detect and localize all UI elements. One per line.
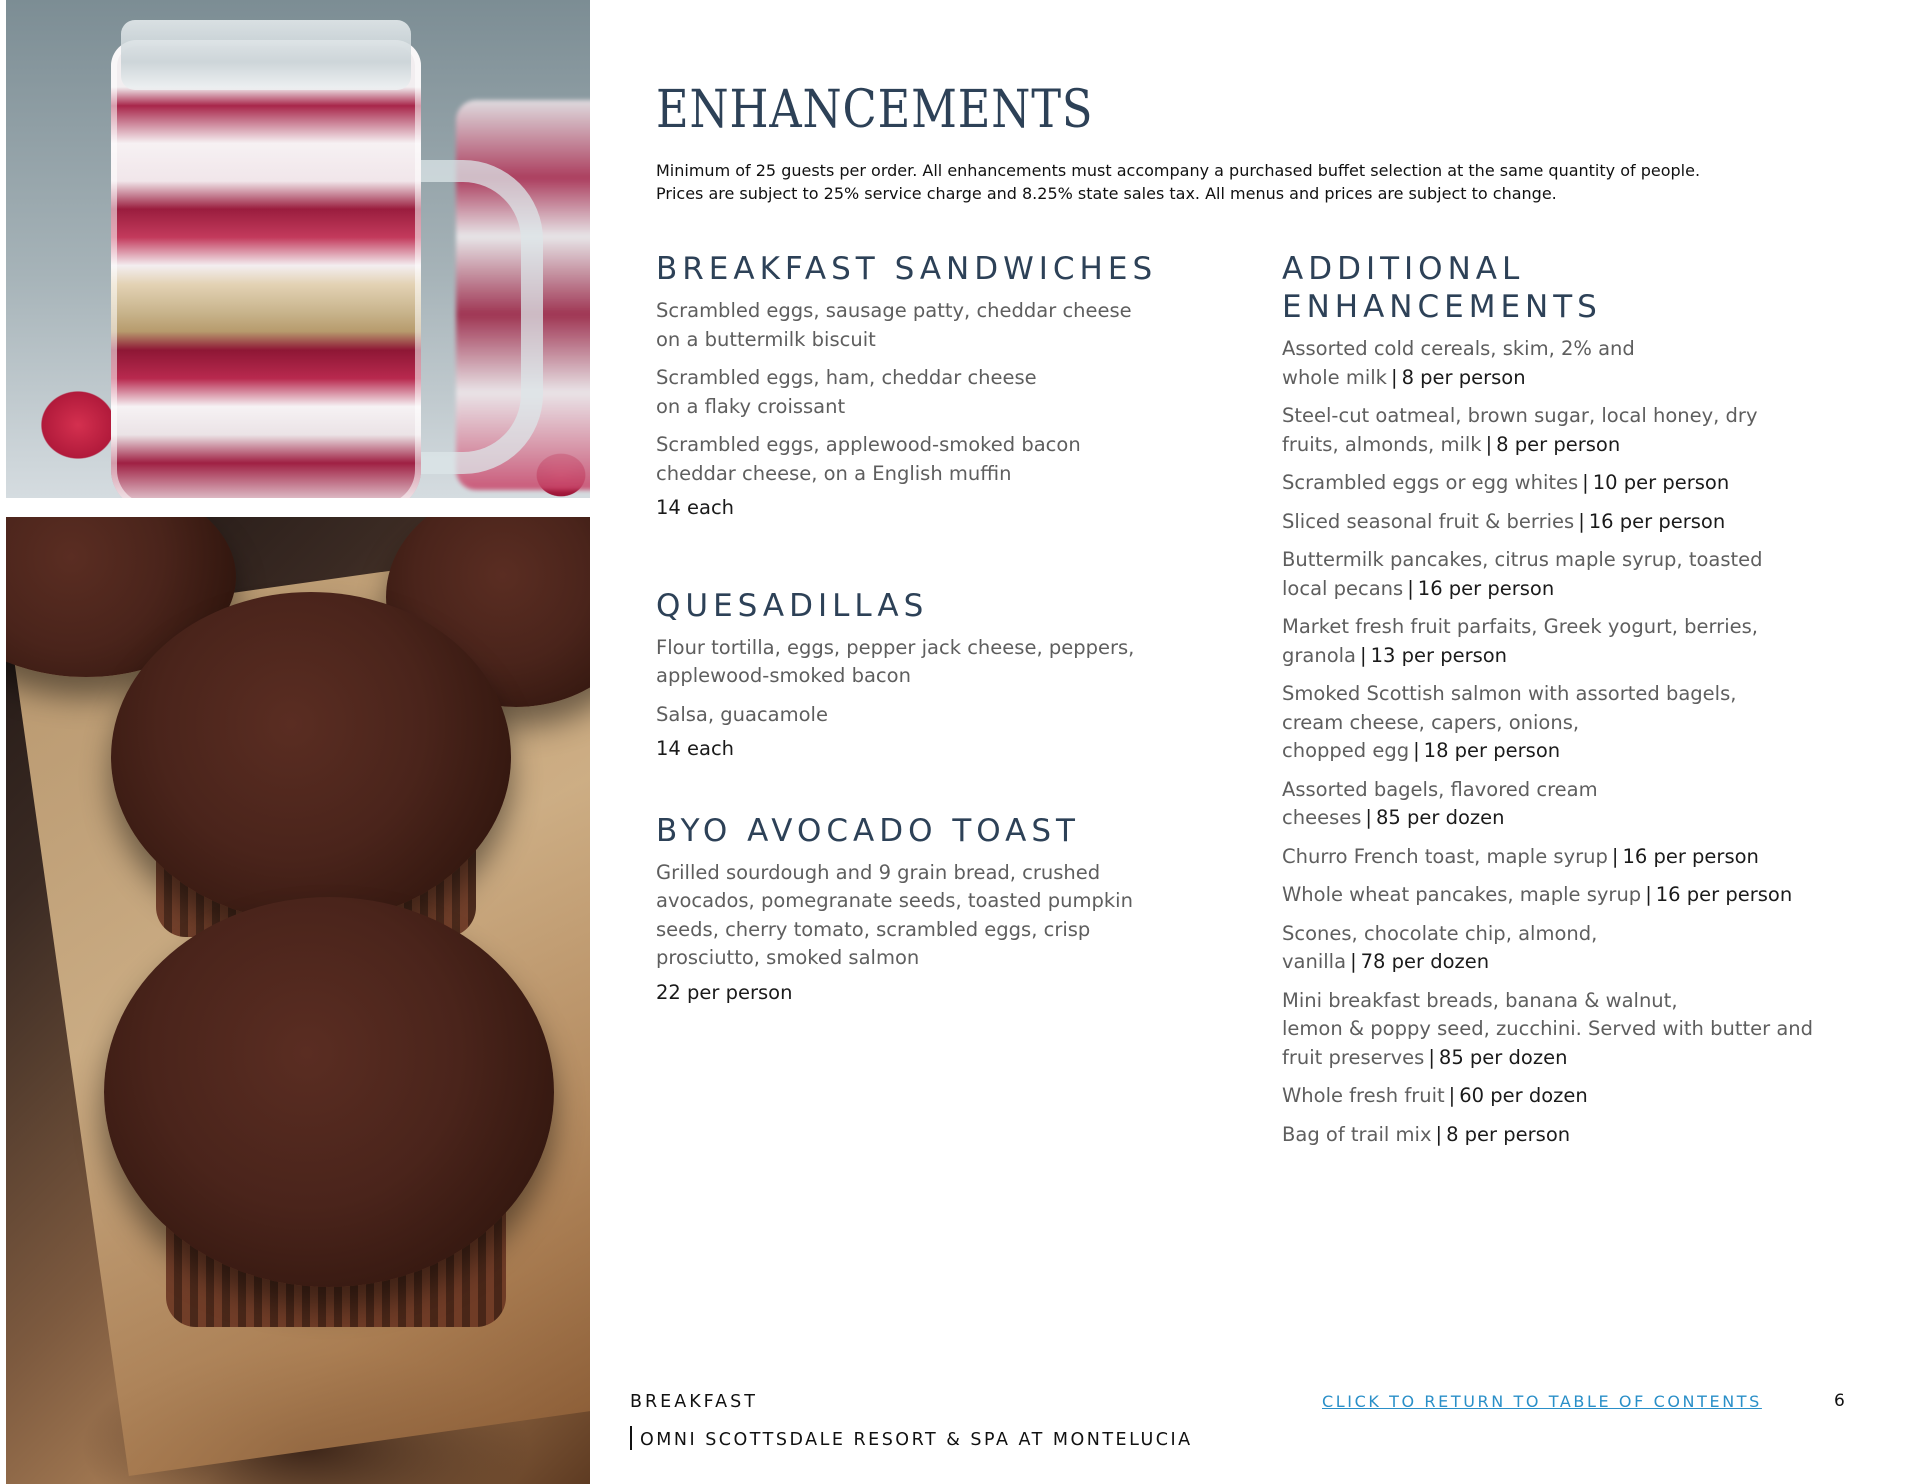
item-line: Scrambled eggs, sausage patty, cheddar cheese [656,299,1132,322]
item-text: fruits, almonds, milk [1282,432,1482,456]
price-separator: | [1611,844,1619,868]
item-line [1282,508,1902,537]
item-line: Flour tortilla, eggs, pepper jack cheese, peppers, [656,635,1135,659]
item-price: 8 per person [1496,432,1621,456]
item-text: Steel-cut oatmeal, brown sugar, local honey, dry [1282,404,1758,427]
enhancement-item [1282,508,1902,537]
sandwich-item [656,364,1256,421]
price-separator: | [1365,806,1372,829]
enhancement-item [1282,881,1902,910]
enhancement-item [1282,613,1902,670]
enhancement-item [1282,1121,1902,1150]
price-separator: | [1485,432,1493,456]
parfait-jar [111,40,421,498]
sandwich-item [656,297,1256,354]
item-line: on a flaky croissant [656,394,846,418]
item-line [1282,843,1902,872]
item-line [1282,642,1902,671]
item-text: Market fresh fruit parfaits, Greek yogurt, berries, [1282,615,1758,638]
heading-line: ADDITIONAL [1282,251,1525,287]
item-line: seeds, cherry tomato, scrambled eggs, crisp [656,917,1091,941]
item-price: 18 per person [1423,739,1561,762]
item-line [1282,1082,1902,1111]
quesadilla-item [656,701,1256,730]
item-text: fruit preserves [1282,1045,1425,1069]
item-text: chopped egg [1282,739,1410,762]
footer-property-label: OMNI SCOTTSDALE RESORT & SPA AT MONTELUCIA [640,1430,1193,1450]
sandwich-item [656,431,1256,488]
breakfast-sandwiches-heading: BREAKFAST SANDWICHES [656,251,1158,287]
item-text: Bag of trail mix [1282,1122,1432,1146]
item-line [1282,1044,1902,1073]
item-line: Scrambled eggs, ham, cheddar cheese [656,366,1037,389]
footer-property [630,1426,1193,1450]
item-price: 10 per person [1592,471,1730,494]
price-separator: | [1390,365,1398,389]
price-separator: | [1360,643,1367,667]
item-text: Sliced seasonal fruit & berries [1282,509,1575,533]
price-separator: | [1578,509,1585,533]
item-line [1282,737,1902,766]
item-line [1282,364,1902,393]
item-line: applewood-smoked bacon [656,664,911,687]
table-of-contents-link[interactable]: CLICK TO RETURN TO TABLE OF CONTENTS [1322,1392,1762,1411]
quesadilla-price: 14 each [656,737,735,760]
item-text: whole milk [1282,365,1387,389]
item-price: 78 per dozen [1360,950,1490,973]
enhancement-item [1282,680,1902,766]
item-line: Scrambled eggs, applewood-smoked bacon [656,433,1081,456]
item-text: Assorted cold cereals, skim, 2% and [1282,337,1635,360]
parfait-jar-photo [6,0,590,498]
left-column [656,250,1256,1007]
item-line [1282,1121,1902,1150]
item-text: granola [1282,643,1357,667]
price-separator: | [1582,471,1589,494]
jar-rim [121,20,411,90]
item-text: cheeses [1282,806,1362,829]
page-number: 6 [1834,1391,1845,1411]
avocado-toast-item [656,859,1256,973]
item-price: 60 per dozen [1459,1084,1588,1107]
item-text: lemon & poppy seed, zucchini. Served with butter and [1282,1017,1814,1040]
footer-section-label: BREAKFAST [630,1392,758,1412]
item-price: 8 per person [1401,365,1526,389]
item-line [1282,613,1902,642]
intro-text [656,159,1896,205]
item-price: 16 per person [1622,844,1759,868]
page-title: ENHANCEMENTS [656,80,1094,140]
item-price: 85 per dozen [1438,1045,1568,1069]
muffin-middle [111,592,511,922]
item-text: Assorted bagels, flavored cream [1282,777,1598,801]
enhancement-item [1282,335,1902,392]
item-line [1282,680,1902,709]
chocolate-muffins-photo [6,517,590,1484]
enhancement-item [1282,469,1902,498]
item-text: Smoked Scottish salmon with assorted bagels, [1282,682,1737,705]
item-price: 16 per person [1417,576,1555,600]
enhancement-item [1282,987,1902,1073]
item-text: vanilla [1282,950,1347,973]
item-line [1282,1015,1902,1044]
avocado-toast-heading: BYO AVOCADO TOAST [656,812,1080,849]
muffin-front [104,897,554,1287]
right-column [1282,250,1902,1149]
item-text: Churro French toast, maple syrup [1282,844,1608,868]
price-separator: | [1435,1122,1443,1146]
item-line [1282,987,1902,1016]
enhancement-item [1282,1082,1902,1111]
price-separator: | [1448,1084,1456,1107]
quesadilla-item [656,634,1256,691]
heading-line: ENHANCEMENTS [1282,289,1602,325]
avocado-toast-price: 22 per person [656,980,793,1004]
item-line [1282,402,1902,431]
item-line [1282,469,1902,498]
item-line: on a buttermilk biscuit [656,327,876,351]
item-text: local pecans [1282,576,1404,600]
intro-line: Minimum of 25 guests per order. All enhancements must accompany a purchased buffet selection at the same quantity of people. [656,161,1701,180]
item-line [1282,335,1902,364]
item-line [1282,776,1902,805]
enhancement-item [1282,402,1902,459]
item-text: Whole fresh fruit [1282,1084,1445,1107]
item-line [1282,431,1902,460]
item-line [1282,920,1902,949]
jar-handle [401,160,543,474]
item-line: prosciutto, smoked salmon [656,946,920,969]
item-text: cream cheese, capers, onions, [1282,710,1580,734]
item-line [1282,546,1902,575]
item-price: 8 per person [1446,1122,1571,1146]
divider-bar [630,1426,632,1450]
item-price: 16 per person [1655,883,1793,906]
item-line: Salsa, guacamole [656,702,828,726]
item-text: Buttermilk pancakes, citrus maple syrup, toasted [1282,548,1763,571]
enhancement-item [1282,843,1902,872]
sandwich-price: 14 each [656,496,735,519]
enhancement-item [1282,546,1902,603]
item-line: cheddar cheese, on a English muffin [656,461,1012,485]
item-line [1282,804,1902,833]
additional-items-list [1282,335,1902,1149]
price-separator: | [1645,883,1652,906]
item-line: avocados, pomegranate seeds, toasted pumpkin [656,889,1133,912]
intro-line: Prices are subject to 25% service charge and 8.25% state sales tax. All menus and prices are subject to change. [656,184,1557,203]
item-line [1282,575,1902,604]
item-line [1282,709,1902,738]
price-separator: | [1407,576,1414,600]
item-price: 85 per dozen [1375,806,1505,829]
enhancement-item [1282,776,1902,833]
item-line [1282,948,1902,977]
item-text: Mini breakfast breads, banana & walnut, [1282,988,1678,1012]
quesadillas-heading: QUESADILLAS [656,587,929,624]
item-line [1282,881,1902,910]
additional-enhancements-heading [1282,250,1902,326]
item-price: 13 per person [1370,643,1508,667]
price-separator: | [1350,950,1357,973]
item-text: Scones, chocolate chip, almond, [1282,921,1598,945]
item-text: Whole wheat pancakes, maple syrup [1282,883,1642,906]
item-text: Scrambled eggs or egg whites [1282,471,1579,494]
enhancement-item [1282,920,1902,977]
item-price: 16 per person [1588,509,1726,533]
price-separator: | [1413,739,1420,762]
item-line: Grilled sourdough and 9 grain bread, crushed [656,860,1101,884]
price-separator: | [1428,1045,1435,1069]
